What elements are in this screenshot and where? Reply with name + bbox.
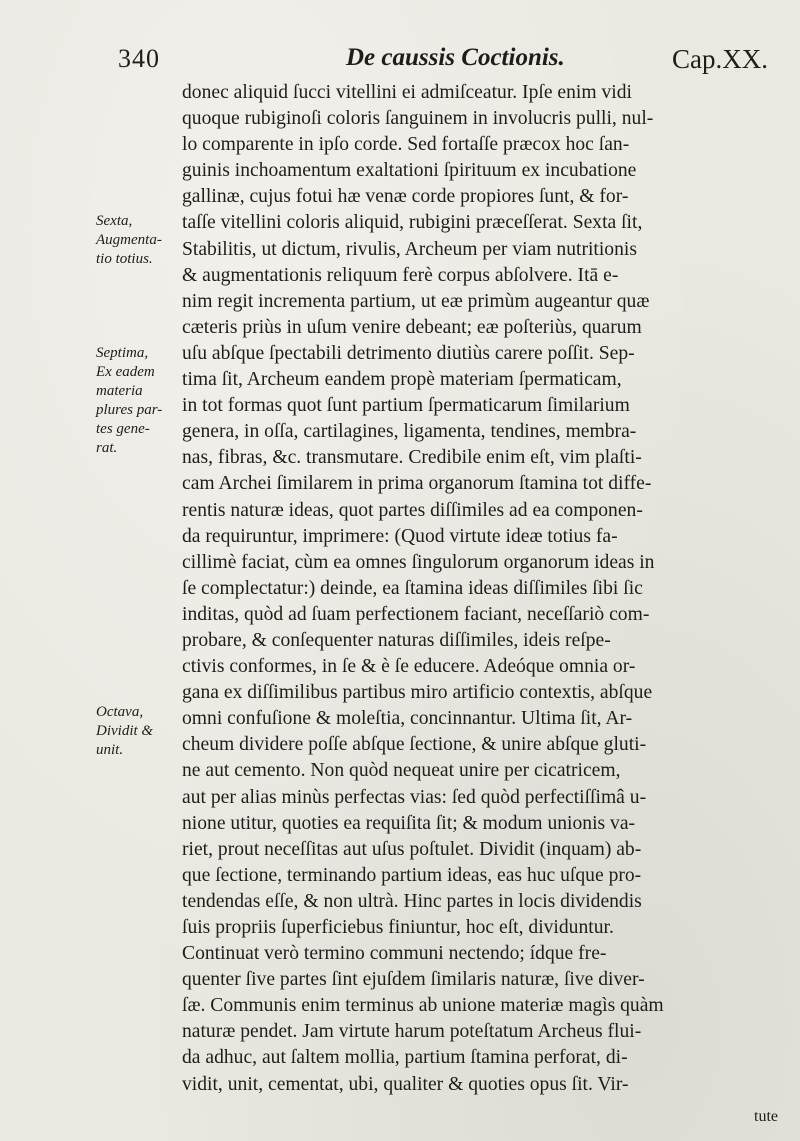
- text-line: in tot formas quot ſunt partium ſpermaticarum ſimilarium: [182, 395, 630, 417]
- margin-note-line: Dividit &: [96, 723, 154, 739]
- text-line: omni confuſione & moleſtia, concinnantur. Ultima ſit, Ar-: [182, 708, 633, 730]
- text-line: tima ſit, Archeum eandem propè materiam ſpermaticam,: [182, 369, 622, 391]
- margin-note-line: tio totius.: [96, 251, 153, 267]
- text-line: taſſe vitellini coloris aliquid, rubigini præceſſerat. Sexta ſit,: [182, 212, 643, 234]
- text-line: aut per alias minùs perfectas vias: ſed quòd perfectiſſimâ u-: [182, 786, 647, 808]
- page-number: 340: [118, 44, 160, 73]
- text-line: donec aliquid ſucci vitellini ei admiſceatur. Ipſe enim vidi: [182, 82, 632, 103]
- text-line: cam Archei ſimilarem in prima organorum ſtamina tot diffe-: [182, 473, 652, 495]
- text-line: lo comparente in ipſo corde. Sed fortaſſe præcox hoc ſan-: [182, 134, 630, 156]
- text-line: nas, fibras, &c. transmutare. Credibile enim eſt, vim plaſti-: [182, 447, 642, 469]
- margin-note-line: Augmenta-: [96, 232, 162, 248]
- margin-note-sexta: [96, 212, 180, 269]
- text-line: cheum dividere poſſe abſque ſectione, & unire abſque gluti-: [182, 734, 647, 756]
- text-line: ctivis conformes, in ſe & è ſe educere. Adeóque omnia or-: [182, 656, 636, 678]
- margin-note-line: unit.: [96, 742, 124, 758]
- catchword: tute: [754, 1108, 778, 1125]
- chapter-label: Cap.XX.: [672, 44, 768, 74]
- text-line: cillimè faciat, cùm ea omnes ſingulorum organorum ideas in: [182, 551, 655, 573]
- text-line: que ſectione, terminando partium ideas, eas huc uſque pro-: [182, 864, 642, 886]
- running-title: De caussis Coctionis.: [346, 44, 565, 71]
- text-line: inditas, quòd ad ſuam perfectionem faciant, neceſſariò com-: [182, 603, 650, 625]
- text-line: gana ex diſſimilibus partibus miro artificio contextis, abſque: [182, 682, 653, 704]
- text-line: riet, prout neceſſitas aut uſus poſtulet. Dividit (inquam) ab-: [182, 838, 642, 860]
- text-line: ne aut cemento. Non quòd nequeat unire per cicatricem,: [182, 760, 621, 782]
- text-line: da adhuc, aut ſaltem mollia, partium ſtamina perforat, di-: [182, 1047, 628, 1069]
- text-line: quenter ſive partes ſint ejuſdem ſimilaris naturæ, ſive diver-: [182, 969, 645, 991]
- text-line: nione utitur, quoties ea requiſita ſit; & modum unionis va-: [182, 812, 636, 834]
- text-line: cæteris priùs in uſum venire debeant; eæ poſteriùs, quarum: [182, 316, 642, 338]
- text-line: & augmentationis reliquum ferè corpus abſolvere. Itā e-: [182, 264, 619, 286]
- margin-note-line: Septima,: [96, 345, 149, 361]
- page-header: [0, 44, 800, 84]
- text-line: ſuis propriis ſuperficiebus finiuntur, hoc eſt, dividuntur.: [182, 917, 614, 938]
- margin-note-line: plures par-: [96, 402, 163, 418]
- margin-note-line: tes gene-: [96, 421, 150, 437]
- text-line: da requiruntur, imprimere: (Quod virtute ideæ totius fa-: [182, 525, 618, 547]
- margin-note-line: Sexta,: [96, 213, 133, 229]
- text-line: tendendas eſſe, & non ultrà. Hinc partes in locis dividendis: [182, 890, 642, 912]
- text-line: Continuat verò termino communi nectendo; ídque fre-: [182, 943, 607, 965]
- text-line: quoque rubiginoſi coloris ſanguinem in involucris pulli, nul-: [182, 108, 654, 130]
- text-line: uſu abſque ſpectabili detrimento diutiùs carere poſſit. Sep-: [182, 342, 635, 364]
- margin-note-line: materia: [96, 383, 143, 399]
- text-line: rentis naturæ ideas, quot partes diſſimiles ad ea componen-: [182, 499, 643, 521]
- text-line: genera, in oſſa, cartilagines, ligamenta, tendines, membra-: [182, 421, 637, 443]
- text-line: Stabilitis, ut dictum, rivulis, Archeum per viam nutritionis: [182, 238, 637, 260]
- text-line: gallinæ, cujus fotui hæ venæ corde propiores ſunt, & for-: [182, 186, 629, 208]
- text-line: guinis inchoamentum exaltationi ſpirituum ex incubatione: [182, 160, 637, 182]
- margin-note-line: rat.: [96, 440, 118, 456]
- text-line: ſæ. Communis enim terminus ab unione materiæ magìs quàm: [182, 995, 664, 1017]
- margin-note-septima: [96, 344, 180, 458]
- margin-note-line: Octava,: [96, 704, 144, 720]
- body-text: [182, 80, 772, 1098]
- text-line: naturæ pendet. Jam virtute harum poteſtatum Archeus flui-: [182, 1021, 642, 1043]
- margin-note-octava: [96, 703, 180, 760]
- text-line: nim regit incrementa partium, ut eæ primùm augeantur quæ: [182, 290, 650, 312]
- text-line: vidit, unit, cementat, ubi, qualiter & quoties opus ſit. Vir-: [182, 1073, 629, 1095]
- text-line: probare, & conſequenter naturas diſſimiles, ideis reſpe-: [182, 629, 611, 651]
- text-line: ſe complectatur:) deinde, ea ſtamina ideas diſſimiles ſibi ſic: [182, 577, 643, 599]
- margin-note-line: Ex eadem: [96, 364, 155, 380]
